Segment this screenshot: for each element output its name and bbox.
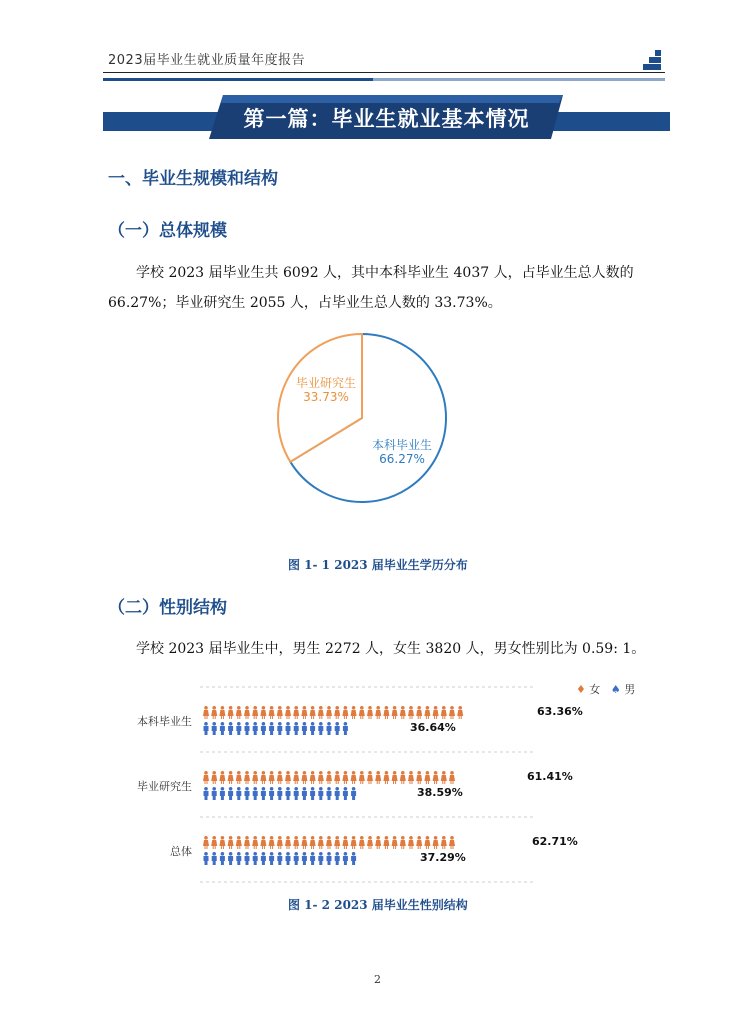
female-figure bbox=[359, 706, 365, 719]
header-bar-dark bbox=[103, 78, 373, 81]
male-figure bbox=[228, 852, 233, 865]
female-figure bbox=[228, 706, 234, 719]
female-figure bbox=[211, 771, 217, 784]
male-figure bbox=[245, 852, 250, 865]
pie-label-undergrad-name: 本科毕业生 bbox=[371, 438, 432, 452]
male-figure bbox=[220, 787, 225, 800]
pct-male-undergrad: 36.64% bbox=[410, 721, 456, 734]
pct-male-grad: 38.59% bbox=[417, 786, 463, 799]
female-figure bbox=[359, 771, 365, 784]
female-figure bbox=[433, 771, 439, 784]
female-figure bbox=[269, 836, 275, 849]
header-bar-light bbox=[373, 78, 665, 81]
page-number: 2 bbox=[374, 973, 381, 986]
male-figure bbox=[277, 722, 282, 735]
male-figure bbox=[343, 722, 348, 735]
female-figure bbox=[318, 771, 324, 784]
report-header-title: 2023届毕业生就业质量年度报告 bbox=[108, 53, 306, 68]
row-label-undergrad: 本科毕业生 bbox=[137, 715, 192, 728]
male-figure bbox=[286, 852, 291, 865]
female-figure bbox=[424, 706, 430, 719]
male-figure bbox=[310, 852, 315, 865]
female-figure bbox=[342, 706, 348, 719]
subsection-heading-gender: （二）性别结构 bbox=[108, 598, 227, 618]
pie-label-grad-value: 33.73% bbox=[303, 390, 349, 404]
row-label-grad: 毕业研究生 bbox=[137, 780, 192, 793]
male-figure bbox=[269, 722, 274, 735]
male-figure bbox=[228, 722, 233, 735]
gender-pictograph-chart bbox=[195, 680, 595, 890]
paragraph-scale-line2: 66.27%；毕业研究生 2055 人，占毕业生总人数的 33.73%。 bbox=[108, 295, 502, 311]
male-figure bbox=[245, 722, 250, 735]
male-figure bbox=[253, 787, 258, 800]
subsection-heading-scale: （一）总体规模 bbox=[108, 221, 227, 241]
male-figure bbox=[302, 852, 307, 865]
female-figure bbox=[441, 706, 447, 719]
female-figure bbox=[260, 836, 266, 849]
female-figure bbox=[367, 771, 373, 784]
female-figure bbox=[433, 706, 439, 719]
male-figure bbox=[212, 787, 217, 800]
female-figure bbox=[310, 771, 316, 784]
female-figure bbox=[310, 706, 316, 719]
pct-female-grad: 61.41% bbox=[527, 770, 573, 783]
male-figure bbox=[335, 722, 340, 735]
female-figure bbox=[285, 836, 291, 849]
male-figure bbox=[351, 787, 356, 800]
female-figure bbox=[203, 771, 209, 784]
female-figure bbox=[375, 836, 381, 849]
female-figure bbox=[457, 706, 463, 719]
female-figure bbox=[285, 771, 291, 784]
male-figure bbox=[318, 722, 323, 735]
male-figure bbox=[302, 787, 307, 800]
male-figure bbox=[204, 852, 209, 865]
legend-male-icon: ♠ bbox=[610, 683, 621, 696]
female-figure bbox=[441, 771, 447, 784]
female-figure bbox=[392, 771, 398, 784]
legend-female-label: 女 bbox=[589, 683, 601, 696]
male-figure bbox=[212, 852, 217, 865]
female-figure bbox=[244, 706, 250, 719]
header-logo-icon bbox=[643, 50, 665, 70]
female-figure bbox=[318, 706, 324, 719]
female-figure bbox=[260, 706, 266, 719]
female-figure bbox=[449, 836, 455, 849]
male-figure bbox=[245, 787, 250, 800]
pie-chart bbox=[270, 330, 460, 515]
female-figure bbox=[203, 706, 209, 719]
male-figure bbox=[204, 722, 209, 735]
female-figure bbox=[244, 771, 250, 784]
female-figure bbox=[244, 836, 250, 849]
female-figure bbox=[310, 836, 316, 849]
male-figure bbox=[261, 722, 266, 735]
female-figure bbox=[219, 706, 225, 719]
female-figure bbox=[416, 706, 422, 719]
male-figure bbox=[327, 852, 332, 865]
female-figure bbox=[351, 771, 357, 784]
female-figure bbox=[433, 836, 439, 849]
figure-caption-1: 图 1- 1 2023 届毕业生学历分布 bbox=[288, 558, 468, 572]
male-figure bbox=[310, 787, 315, 800]
female-figure bbox=[416, 771, 422, 784]
male-figure bbox=[236, 852, 241, 865]
female-figure bbox=[342, 771, 348, 784]
paragraph-gender: 学校 2023 届毕业生中，男生 2272 人，女生 3820 人，男女性别比为 0.59: 1。 bbox=[136, 641, 646, 657]
female-figure bbox=[367, 836, 373, 849]
pct-female-undergrad: 63.36% bbox=[537, 705, 583, 718]
female-figure bbox=[269, 771, 275, 784]
female-figure bbox=[408, 706, 414, 719]
female-figure bbox=[293, 706, 299, 719]
female-figure bbox=[252, 706, 258, 719]
female-figure bbox=[375, 706, 381, 719]
female-figure bbox=[400, 706, 406, 719]
row-label-total: 总体 bbox=[170, 845, 192, 858]
pie-label-undergrad-value: 66.27% bbox=[379, 452, 425, 466]
female-figure bbox=[416, 836, 422, 849]
female-figure bbox=[211, 706, 217, 719]
male-figure bbox=[228, 787, 233, 800]
pct-female-total: 62.71% bbox=[532, 835, 578, 848]
male-figure bbox=[327, 722, 332, 735]
pct-male-total: 37.29% bbox=[420, 851, 466, 864]
male-figure bbox=[286, 722, 291, 735]
female-figure bbox=[277, 771, 283, 784]
female-figure bbox=[392, 706, 398, 719]
female-figure bbox=[252, 771, 258, 784]
male-figure bbox=[236, 787, 241, 800]
female-figure bbox=[383, 836, 389, 849]
male-figure bbox=[286, 787, 291, 800]
female-figure bbox=[326, 771, 332, 784]
legend-male-label: 男 bbox=[624, 683, 636, 696]
female-figure bbox=[260, 771, 266, 784]
female-figure bbox=[383, 706, 389, 719]
male-figure bbox=[351, 852, 356, 865]
female-figure bbox=[326, 706, 332, 719]
female-figure bbox=[301, 771, 307, 784]
female-figure bbox=[392, 836, 398, 849]
male-figure bbox=[310, 722, 315, 735]
female-figure bbox=[449, 771, 455, 784]
header-rule bbox=[103, 72, 665, 73]
male-figure bbox=[294, 787, 299, 800]
female-figure bbox=[334, 706, 340, 719]
male-figure bbox=[318, 787, 323, 800]
female-figure bbox=[400, 836, 406, 849]
female-figure bbox=[301, 706, 307, 719]
female-figure bbox=[236, 706, 242, 719]
female-figure bbox=[449, 706, 455, 719]
paragraph-scale-line1: 学校 2023 届毕业生共 6092 人，其中本科毕业生 4037 人，占毕业生总人数的 bbox=[136, 265, 634, 281]
legend-female-icon: ♦ bbox=[576, 683, 586, 696]
male-figure bbox=[220, 722, 225, 735]
female-figure bbox=[351, 836, 357, 849]
male-figure bbox=[261, 852, 266, 865]
male-figure bbox=[294, 722, 299, 735]
female-figure bbox=[203, 836, 209, 849]
female-figure bbox=[383, 771, 389, 784]
female-figure bbox=[219, 771, 225, 784]
female-figure bbox=[219, 836, 225, 849]
female-figure bbox=[367, 706, 373, 719]
female-figure bbox=[228, 836, 234, 849]
female-figure bbox=[375, 771, 381, 784]
female-figure bbox=[400, 771, 406, 784]
male-figure bbox=[294, 852, 299, 865]
male-figure bbox=[277, 787, 282, 800]
female-figure bbox=[277, 836, 283, 849]
female-figure bbox=[293, 836, 299, 849]
male-figure bbox=[335, 787, 340, 800]
female-figure bbox=[228, 771, 234, 784]
female-figure bbox=[334, 771, 340, 784]
male-figure bbox=[302, 722, 307, 735]
male-figure bbox=[253, 722, 258, 735]
male-figure bbox=[343, 852, 348, 865]
male-figure bbox=[236, 722, 241, 735]
female-figure bbox=[408, 771, 414, 784]
female-figure bbox=[252, 836, 258, 849]
female-figure bbox=[334, 836, 340, 849]
male-figure bbox=[269, 787, 274, 800]
female-figure bbox=[269, 706, 275, 719]
female-figure bbox=[236, 771, 242, 784]
female-figure bbox=[301, 836, 307, 849]
pie-label-grad-name: 毕业研究生 bbox=[295, 376, 356, 390]
female-figure bbox=[318, 836, 324, 849]
figure-caption-2: 图 1- 2 2023 届毕业生性别结构 bbox=[288, 898, 468, 912]
female-figure bbox=[408, 836, 414, 849]
male-figure bbox=[253, 852, 258, 865]
female-figure bbox=[285, 706, 291, 719]
banner-title: 第一篇：毕业生就业基本情况 bbox=[243, 107, 530, 131]
male-figure bbox=[318, 852, 323, 865]
female-figure bbox=[424, 771, 430, 784]
male-figure bbox=[261, 787, 266, 800]
female-figure bbox=[326, 836, 332, 849]
female-figure bbox=[211, 836, 217, 849]
female-figure bbox=[236, 836, 242, 849]
male-figure bbox=[269, 852, 274, 865]
female-figure bbox=[351, 706, 357, 719]
male-figure bbox=[220, 852, 225, 865]
male-figure bbox=[204, 787, 209, 800]
male-figure bbox=[343, 787, 348, 800]
female-figure bbox=[293, 771, 299, 784]
male-figure bbox=[277, 852, 282, 865]
female-figure bbox=[277, 706, 283, 719]
female-figure bbox=[342, 836, 348, 849]
section-heading: 一、毕业生规模和结构 bbox=[108, 169, 278, 189]
female-figure bbox=[441, 836, 447, 849]
male-figure bbox=[212, 722, 217, 735]
male-figure bbox=[327, 787, 332, 800]
male-figure bbox=[335, 852, 340, 865]
female-figure bbox=[359, 836, 365, 849]
female-figure bbox=[424, 836, 430, 849]
